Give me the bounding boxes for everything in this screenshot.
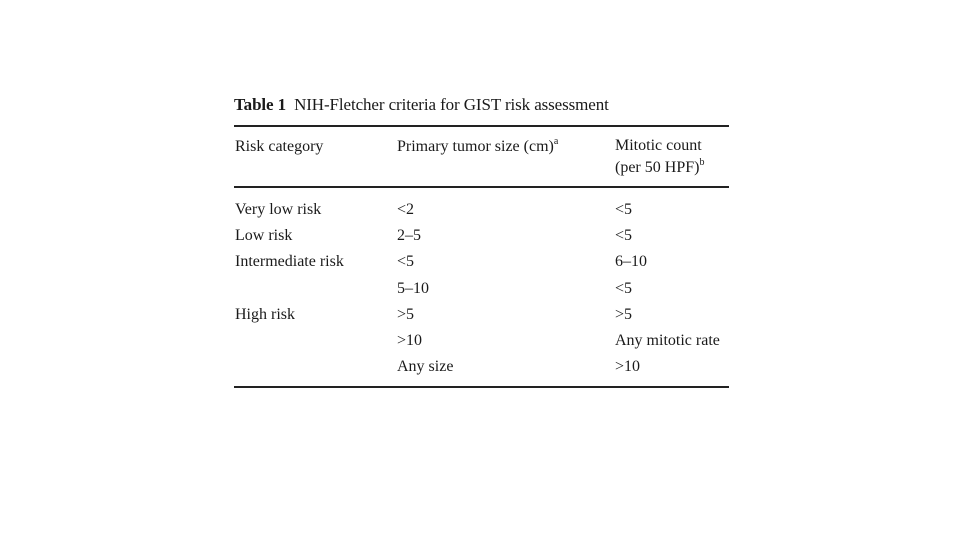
table-bottom-rule — [234, 386, 729, 388]
table-row-4-size: >5 — [397, 306, 415, 323]
table-row-2-size: <5 — [397, 253, 415, 270]
table-row-0-size: <2 — [397, 201, 415, 218]
header-risk-category: Risk category — [235, 138, 324, 155]
table-caption-label: Table 1 — [234, 95, 287, 114]
table-row-4-category: High risk — [235, 306, 295, 323]
table-row-1-category: Low risk — [235, 227, 293, 244]
table-caption — [234, 95, 609, 115]
table-row-5-mitotic: Any mitotic rate — [615, 332, 720, 349]
table-row-3-mitotic: <5 — [615, 280, 633, 297]
table-row-6-mitotic: >10 — [615, 358, 641, 375]
footnote-marker-b: b — [699, 156, 705, 168]
table-row-0-mitotic: <5 — [615, 201, 633, 218]
table-row-4-mitotic: >5 — [615, 306, 633, 323]
table-row-3-size: 5–10 — [397, 280, 429, 297]
table-header-rule — [234, 186, 729, 188]
table-row-1-size: 2–5 — [397, 227, 421, 244]
footnote-marker-a: a — [553, 135, 559, 147]
table-row-0-category: Very low risk — [235, 201, 322, 218]
table-row-6-size: Any size — [397, 358, 454, 375]
header-mitotic-count: Mitotic count — [615, 137, 702, 154]
header-primary-tumor-size: Primary tumor size (cm)$^a$ — [397, 135, 559, 155]
table-row-2-mitotic: 6–10 — [615, 253, 647, 270]
table-caption-title: NIH-Fletcher criteria for GIST risk assessment — [294, 95, 609, 114]
table-row-1-mitotic: <5 — [615, 227, 633, 244]
table-row-2-category: Intermediate risk — [235, 253, 344, 270]
table-top-rule — [234, 125, 729, 127]
table-row-5-size: >10 — [397, 332, 423, 349]
header-mitotic-count-unit: (per 50 HPF)$^b$ — [615, 156, 705, 176]
